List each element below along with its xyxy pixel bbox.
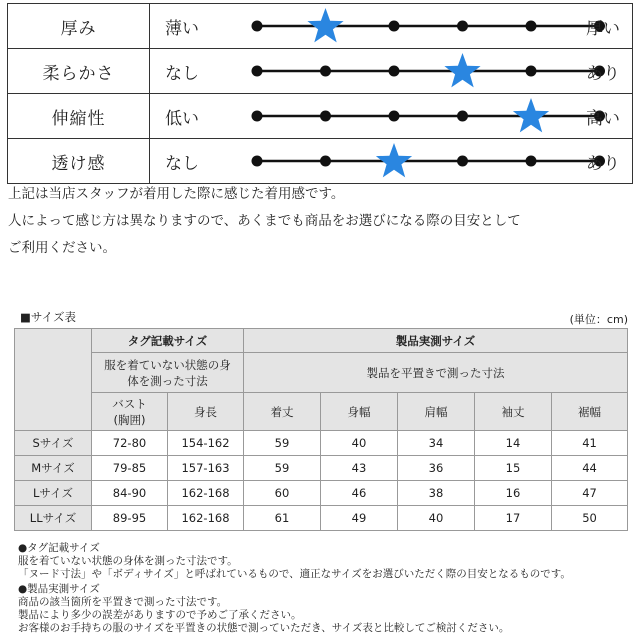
scale-point [252,156,263,167]
scale-point [526,66,537,77]
feel-right-text: あり [586,153,620,174]
feel-left-text: なし [165,153,199,174]
star-icon [513,98,549,132]
actual-description: 製品を平置きで測った寸法 [244,353,628,393]
scale-point [320,66,331,77]
scale-point [526,21,537,32]
table-cell: 162-168 [168,481,244,506]
feel-label: 伸縮性 [8,94,150,138]
row-header: LLサイズ [15,506,92,531]
scale-point [457,156,468,167]
footer-heading: ●タグ記載サイズ [18,542,100,554]
feel-label: 柔らかさ [8,49,150,93]
size-table-title: ■サイズ表 [20,310,76,324]
table-cell: 79-85 [92,456,168,481]
table-row [15,506,628,531]
feel-left-text: 薄い [165,18,199,39]
row-header: Lサイズ [15,481,92,506]
scale-point [252,66,263,77]
footer-line: 商品の該当箇所を平置きで測った寸法です。 [18,596,228,608]
table-cell: 47 [552,481,628,506]
tag-description: 服を着ていない状態の身体を測った寸法 [92,353,244,393]
feel-row-stretch [8,94,632,139]
scale-point [320,156,331,167]
table-cell: 59 [244,456,321,481]
star-icon [444,53,480,87]
table-cell: 40 [321,431,398,456]
feel-label: 厚み [8,4,150,48]
feel-left-text: なし [165,63,199,84]
table-row [15,481,628,506]
table-cell: 60 [244,481,321,506]
table-cell: 46 [321,481,398,506]
footer-heading: ●製品実測サイズ [18,583,100,595]
table-cell: 157-163 [168,456,244,481]
column-header: 肩幅 [398,393,475,431]
table-cell: 34 [398,431,475,456]
feel-scale-area [150,139,632,183]
column-header: 身幅 [321,393,398,431]
scale-point [526,156,537,167]
feel-row-thickness [8,4,632,49]
table-cell: 16 [475,481,552,506]
table-cell: 36 [398,456,475,481]
column-header: 袖丈 [475,393,552,431]
footer-line: 服を着ていない状態の身体を測った寸法です。 [18,555,238,567]
table-cell: 15 [475,456,552,481]
feel-right-text: 高い [586,108,620,129]
feel-scale-area [150,4,632,48]
table-cell: 72-80 [92,431,168,456]
table-row [15,431,628,456]
star-icon [307,8,343,42]
column-header: 身長 [168,393,244,431]
group-header-tag: タグ記載サイズ [92,329,244,353]
table-cell: 49 [321,506,398,531]
size-table [14,328,628,531]
group-header-actual: 製品実測サイズ [244,329,628,353]
table-cell: 59 [244,431,321,456]
scale-point [457,21,468,32]
corner-cell [15,329,92,431]
table-cell: 14 [475,431,552,456]
table-cell: 154-162 [168,431,244,456]
wear-feel-table [7,3,633,184]
feel-row-softness [8,49,632,94]
feel-label: 透け感 [8,139,150,183]
column-header: バスト(胸囲) [92,393,168,431]
note-line: 上記は当店スタッフが着用した際に感じた着用感です。 [8,186,345,202]
scale-point [389,111,400,122]
column-header: 裾幅 [552,393,628,431]
feel-scale [150,94,632,138]
scale-point [252,21,263,32]
scale-point [389,21,400,32]
footer-line: 「ヌード寸法」や「ボディサイズ」と呼ばれているもので、適正なサイズをお選びいただく際の目安となるものです。 [18,568,571,580]
table-cell: 61 [244,506,321,531]
feel-row-sheerness [8,139,632,183]
star-icon [376,143,412,177]
table-cell: 38 [398,481,475,506]
scale-point [457,111,468,122]
table-cell: 162-168 [168,506,244,531]
row-header: Mサイズ [15,456,92,481]
footer-line: 製品により多少の誤差がありますので予めご了承ください。 [18,609,302,621]
note-line: ご利用ください。 [8,240,116,256]
table-row [15,456,628,481]
feel-scale [150,139,632,183]
scale-point [252,111,263,122]
note-line: 人によって感じ方は異なりますので、あくまでも商品をお選びになる際の目安として [8,213,521,229]
feel-right-text: 厚い [586,18,620,39]
table-cell: 17 [475,506,552,531]
scale-point [389,66,400,77]
table-cell: 44 [552,456,628,481]
feel-scale [150,4,632,48]
table-cell: 84-90 [92,481,168,506]
footer-line: お客様のお手持ちの服のサイズを平置きの状態で測っていただき、サイズ表と比較してご検討ください。 [18,622,510,634]
feel-scale-area [150,94,632,138]
unit-label: (単位：cm) [569,313,628,326]
feel-scale-area [150,49,632,93]
feel-scale [150,49,632,93]
feel-right-text: あり [586,63,620,84]
table-cell: 50 [552,506,628,531]
table-cell: 40 [398,506,475,531]
row-header: Sサイズ [15,431,92,456]
scale-point [320,111,331,122]
table-cell: 89-95 [92,506,168,531]
table-cell: 41 [552,431,628,456]
column-header: 着丈 [244,393,321,431]
table-cell: 43 [321,456,398,481]
feel-left-text: 低い [165,108,199,129]
